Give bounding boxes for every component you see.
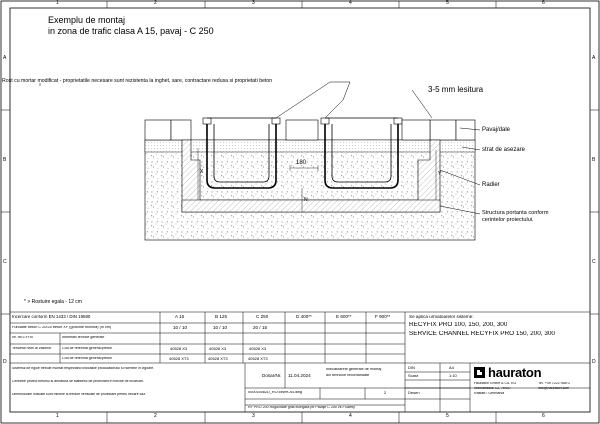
annotation-pavaj: Pavaj/dale [482, 127, 511, 133]
grid-col-4: 4 [349, 0, 352, 6]
annotation-gap: 3-5 mm lesitura [428, 85, 484, 94]
grid-row-a-right: A [592, 55, 596, 61]
spec-header-e600: E 600** [336, 315, 352, 319]
dimension-180: 180 [296, 160, 307, 166]
scale-value: 1:10 [449, 374, 457, 378]
grid-col-3-bottom: 3 [252, 413, 255, 419]
grid-row-d-right: D [592, 359, 596, 365]
bottom-title: RF PRO 200 Rugozitate grila elongata pe Pavaje C 250 vs FSafety [248, 406, 355, 409]
company-name: hauraton [488, 365, 542, 380]
company-addr1: Hauraton GmbH & Co. KG [474, 382, 517, 385]
spec-row-2-label: Nr. RECYFIX [12, 336, 34, 339]
product-line1: Se aplica urmatoarelor sisteme: [409, 315, 474, 319]
dimension-n: N [304, 197, 308, 203]
grid-col-2-bottom: 2 [154, 413, 157, 419]
spec-row-4-sub: Cod de referinta general/preturi [62, 357, 112, 360]
spec-row-3-b125: 40528 X3 [209, 347, 227, 351]
spec-row-3-sub: Cod de referinta general/preturi [62, 347, 112, 350]
spec-header-a15: A 15 [175, 315, 185, 319]
grid-col-2: 2 [154, 0, 157, 6]
dimension-y: Y [438, 171, 442, 177]
note-1: Sistemul de rigole trebuie montat respectand indicatiile producatorului si normele in vigoare. [12, 367, 155, 370]
grid-col-1-bottom: 1 [56, 413, 59, 419]
grid-col-6: 6 [542, 0, 545, 6]
footnote: * > Rostuire egala - 12 cm [24, 299, 82, 305]
grid-col-3: 3 [252, 0, 255, 6]
annotation-rost: Rost cu mortar modificat - proprietatile necesare sunt rezistenta la inghet, sare, contractare redusa si proprietati beton [2, 78, 273, 84]
spec-row-4-c250: 40528 XT3 [248, 357, 268, 361]
spec-header-b125: B 125 [215, 315, 228, 319]
note-2: Cerintele privind betonul si armatura se stabilesc de proiectant in functie de incarcari. [12, 380, 144, 383]
drawn-label: Desen [408, 391, 420, 395]
drawing-title-line1: Exemplu de montaj [48, 15, 126, 25]
grid-row-d: D [3, 359, 7, 365]
spec-row-3-c250: 40528 X3 [249, 347, 267, 351]
product-line2: RECYFIX PRO 100, 150, 200, 300 [409, 322, 508, 328]
spec-header-label: Incercare conform EN 1433 / DIN 19580 [12, 315, 91, 319]
spec-header-c250: C 250 [256, 315, 269, 319]
company-mail: info@hauraton.com [538, 387, 570, 390]
format-value: A4 [449, 366, 454, 370]
grid-row-c-right: C [592, 259, 596, 265]
ref-label-2: din tehnicile recomandate [326, 374, 370, 377]
grid-row-b-right: B [592, 157, 596, 163]
grid-row-a: A [3, 55, 7, 61]
format-label: DIN [408, 366, 415, 370]
doc-number: 000015582D_RO.ldrwH.A4.dwg [248, 391, 303, 394]
spec-row-3-a15: 40528 X3 [170, 347, 188, 351]
grid-col-5-bottom: 5 [446, 413, 449, 419]
sheet-number: 2 [384, 391, 387, 395]
spec-row-3-label: Tendinta nivel al valorilor [12, 347, 52, 350]
spec-row-1-c250: 20 / 15 [253, 326, 268, 330]
spec-row-1-a15: 10 / 10 [173, 326, 188, 330]
grid-col-4-bottom: 4 [349, 413, 352, 419]
annotation-structura-1: Structura portanta conform [482, 210, 549, 216]
annotation-radier: Radier [482, 182, 500, 188]
spec-row-1-label: Fundatie beton C 20/25 beton XF (grosime minima) (in cm) [12, 326, 112, 329]
drawing-title-line2: in zona de trafic clasa A 15, pavaj - C 250 [48, 26, 214, 36]
spec-row-4-b125: 40528 XT3 [208, 357, 228, 361]
annotation-strat: strat de asezare [482, 147, 526, 153]
product-line3: SERVICE CHANNEL RECYFIX PRO 150, 200, 300 [409, 331, 555, 337]
company-addr3: Rastatt / Germania [474, 392, 505, 395]
hauraton-logo-icon [474, 367, 485, 378]
annotation-structura-2: cerintelor proiectului. [482, 217, 534, 223]
dimension-x: X [200, 169, 204, 175]
grid-row-b: B [3, 157, 7, 163]
scale-label: Scara [408, 374, 419, 378]
spec-header-d400: D 400** [296, 315, 312, 319]
spec-row-4-a15: 40528 XT3 [169, 357, 189, 361]
grid-col-5: 5 [446, 0, 449, 6]
grid-col-1: 1 [56, 0, 59, 6]
date-value: 11.04.2024 [288, 374, 311, 378]
spec-row-2-sub: Informatii tehnice generale [62, 336, 105, 339]
spec-row-1-b125: 10 / 10 [213, 326, 228, 330]
grid-col-6-bottom: 6 [542, 413, 545, 419]
spec-header-f900: F 900** [375, 315, 391, 319]
grid-row-c: C [3, 259, 7, 265]
ref-label: Indicatoarele generale de montaj [326, 368, 382, 371]
company-tel: Tel. +49 7222 958 0 [538, 382, 570, 385]
note-3: Dimensiunile indicate sunt minime si trebuie verificate de proiectant pentru fiecare caz. [12, 393, 147, 396]
date-label: Dosar/Nr. [262, 374, 282, 378]
company-addr2: Werkstrasse 13, 76437 [474, 387, 511, 390]
